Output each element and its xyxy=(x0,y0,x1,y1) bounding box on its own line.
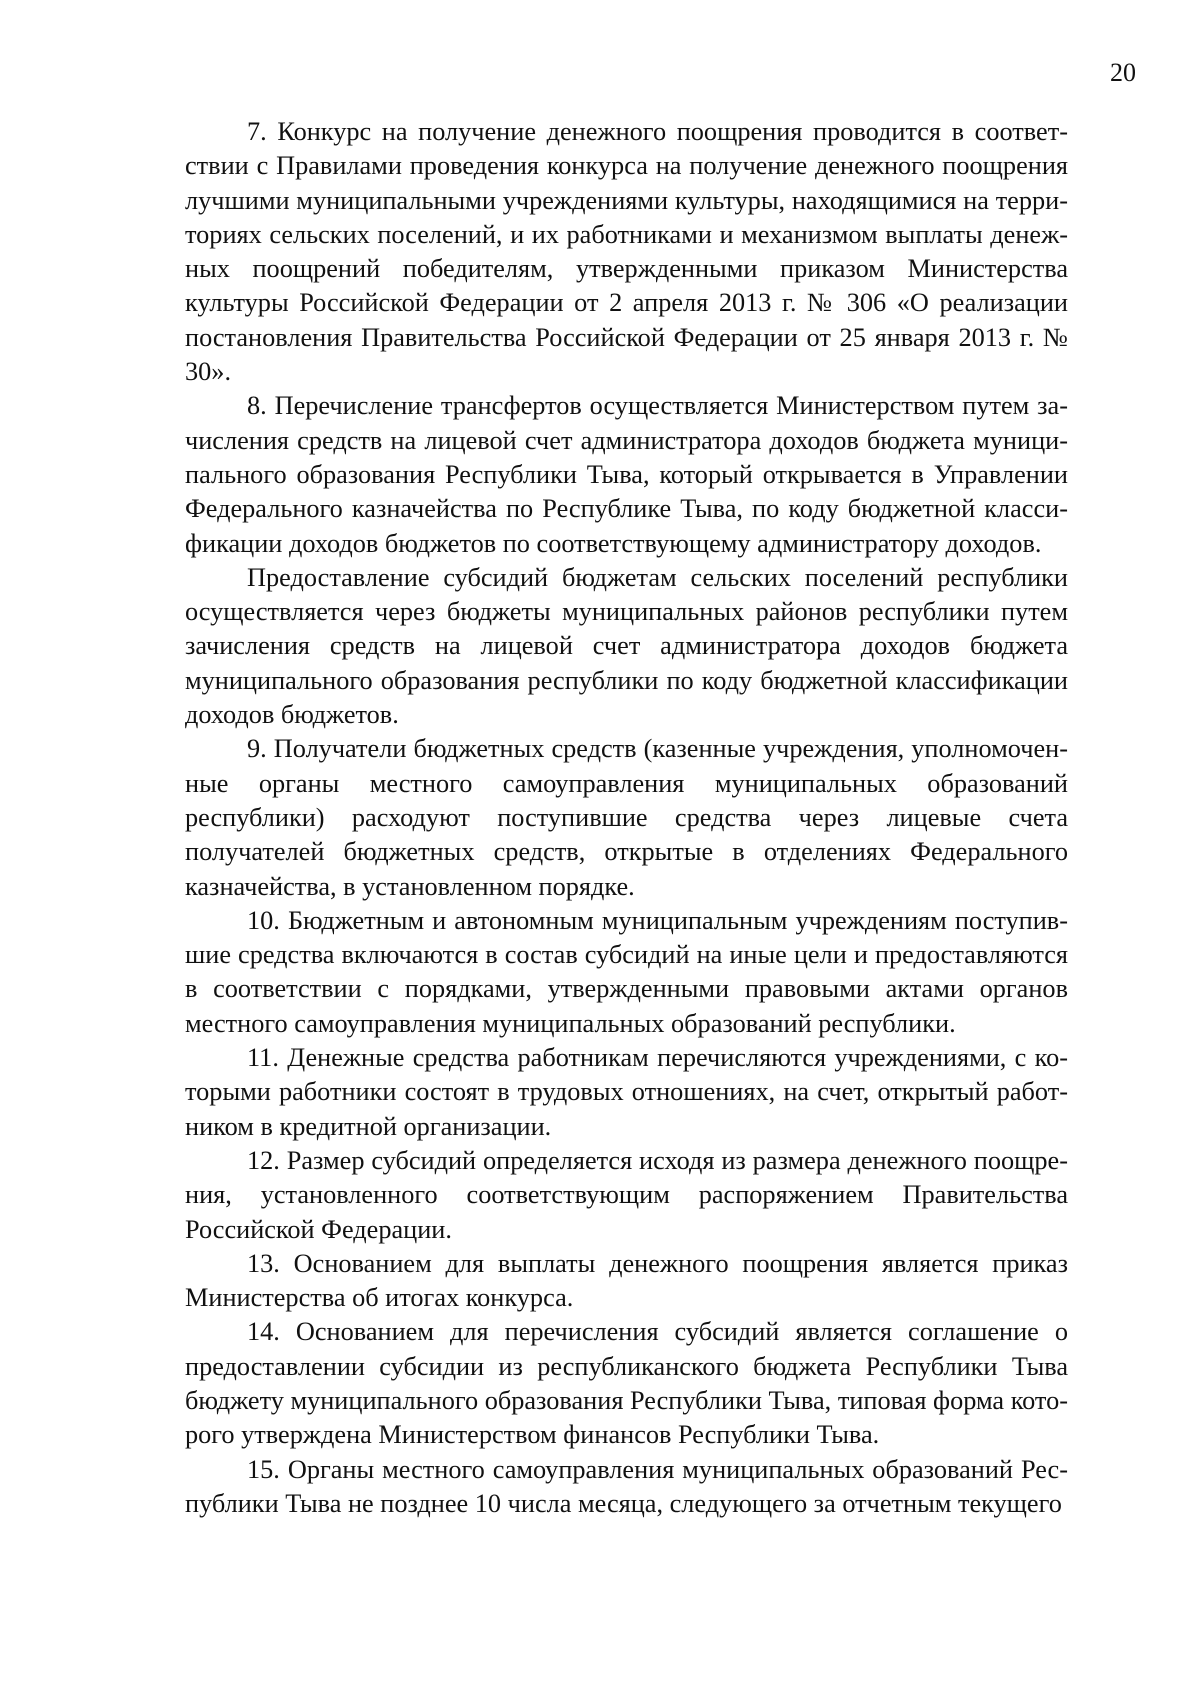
paragraph-13: 13. Основанием для выплаты денежного поощрения является приказ Министерства об итогах конкурса. xyxy=(185,1248,1068,1313)
paragraph-8: 8. Перечисление трансфертов осуществляется Министерством путем зачисления средств на лицевой счет администратора доходов бюджета муниципального образования Республики Тыва, который открывается в Управлении Федерального казначейства по Республике Тыва, по коду бюджетной классификации доходов бюджетов по соответствующему администратору доходов. xyxy=(185,391,1068,558)
paragraph-12: 12. Размер субсидий определяется исходя из размера денежного поощрения, установленного соответствующим распоряжением Правительства Российской Федерации. xyxy=(185,1145,1068,1244)
paragraph-10: 10. Бюджетным и автономным муниципальным учреждениям поступившие средства включаются в состав субсидий на иные цели и предоставляются в соответствии с порядками, утвержденными правовыми актами органов местного самоуправления муниципальных образований республики. xyxy=(185,905,1068,1038)
page-number: 20 xyxy=(1110,58,1136,87)
paragraph-8-continued: Предоставление субсидий бюджетам сельских поселений республики осуществляется через бюджеты муниципальных районов республики путем зачисления средств на лицевой счет администратора доходов бюджета муниципального образования республики по коду бюджетной классификации доходов бюджетов. xyxy=(185,562,1068,730)
paragraph-11: 11. Денежные средства работникам перечисляются учреждениями, с которыми работники состоят в трудовых отношениях, на счет, открытый работником в кредитной организации. xyxy=(185,1043,1068,1141)
paragraph-7: 7. Конкурс на получение денежного поощрения проводится в соответствии с Правилами проведения конкурса на получение денежного поощрения лучшими муниципальными учреждениями культуры, находящимися на территориях сельских поселений, и их работниками и механизмом выплаты денежных поощрений победителям, утвержденными приказом Министерства культуры Российской Федерации от 2 апреля 2013 г. № 306 «О реализации постановления Правительства Российской Федерации от 25 января 2013 г. № 30». xyxy=(185,117,1068,387)
paragraph-15: 15. Органы местного самоуправления муниципальных образований Республики Тыва не позднее 10 числа месяца, следующего за отчетным текущего xyxy=(185,1454,1068,1518)
paragraph-9: 9. Получатели бюджетных средств (казенные учреждения, уполномоченные органы местного самоуправления муниципальных образований республики) расходуют поступившие средства через лицевые счета получателей бюджетных средств, открытые в отделениях Федерального казначейства, в установленном порядке. xyxy=(185,734,1068,901)
document-body xyxy=(185,115,1068,1521)
paragraph-14: 14. Основанием для перечисления субсидий является соглашение о предоставлении субсидии из республиканского бюджета Республики Тыва бюджету муниципального образования Республики Тыва, типовая форма которого утверждена Министерством финансов Республики Тыва. xyxy=(185,1317,1068,1450)
